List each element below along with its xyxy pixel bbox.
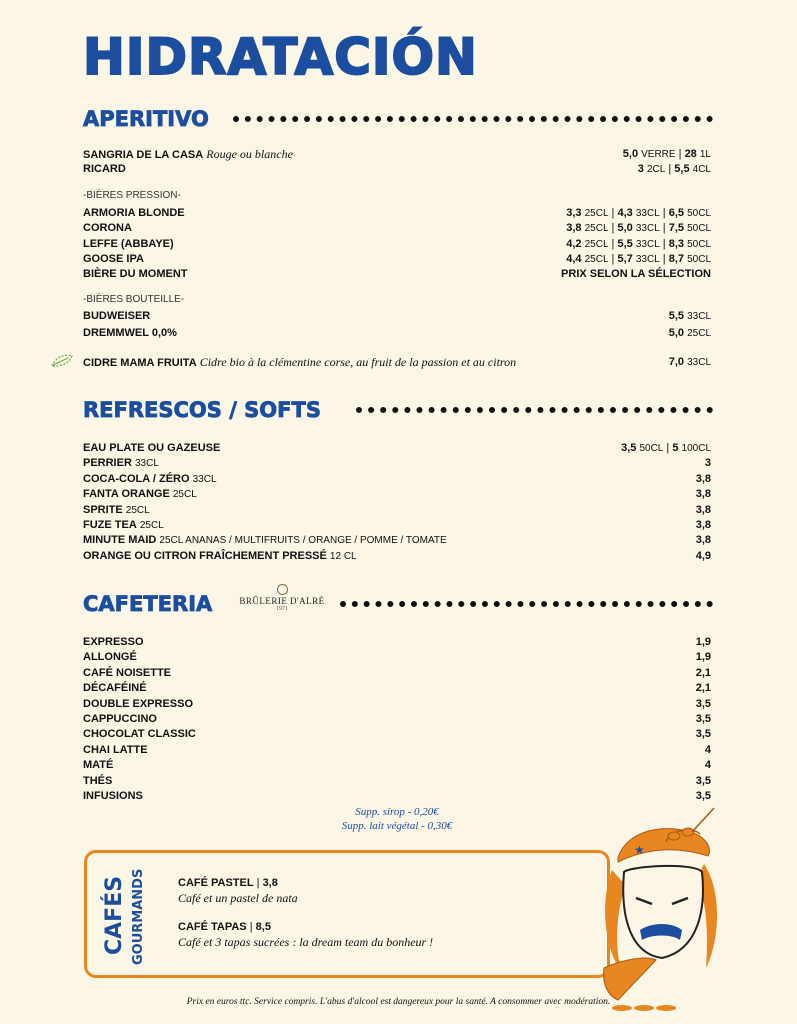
cafes-gourmands-box	[84, 850, 610, 978]
menu-item-beer: CORONA 3,8 25CL | 5,0 33CL | 7,5 50CL	[83, 222, 711, 234]
menu-item-soft: SPRITE 25CL 3,8	[83, 504, 711, 516]
gourmands-vertical-title: CAFÉS	[102, 875, 127, 955]
menu-item-coffee: EXPRESSO 1,9	[83, 636, 711, 648]
menu-item-coffee: CAPPUCCINO 3,5	[83, 713, 711, 725]
section-heading-refrescos: REFRESCOS / SOFTS	[83, 398, 321, 422]
menu-item-soft: ORANGE OU CITRON FRAÎCHEMENT PRESSÉ 12 CL 4,9	[83, 550, 711, 562]
menu-item-sangria: SANGRIA DE LA CASA Rouge ou blanche 5,0 VERRE | 28 1L	[83, 147, 711, 161]
gourmand-description: Café et 3 tapas sucrées : la dream team du bonheur !	[178, 935, 434, 949]
menu-item-soft: PERRIER 33CL 3	[83, 457, 711, 469]
sub-heading-pression: -BIÈRES PRESSION-	[83, 190, 181, 201]
mascot-illustration	[596, 800, 736, 1015]
menu-item-coffee: CAFÉ NOISETTE 2,1	[83, 667, 711, 679]
organic-leaf-icon	[50, 354, 74, 368]
menu-item-cidre: CIDRE MAMA FRUITA Cidre bio à la clémentine corse, au fruit de la passion et au citron 7,0 33CL	[83, 355, 711, 369]
menu-item-beer: LEFFE (ABBAYE) 4,2 25CL | 5,5 33CL | 8,3 50CL	[83, 238, 711, 250]
menu-item-coffee: CHOCOLAT CLASSIC 3,5	[83, 728, 711, 740]
supplement-plant-milk: Supp. lait végétal - 0,30€	[341, 820, 453, 832]
menu-item-coffee: ALLONGÉ 1,9	[83, 651, 711, 663]
sub-heading-bouteille: -BIÈRES BOUTEILLE-	[83, 294, 185, 305]
menu-item-coffee: MATÉ 4	[83, 759, 711, 771]
menu-item-soft: FANTA ORANGE 25CL 3,8	[83, 488, 711, 500]
menu-item-soft: MINUTE MAID 25CL ANANAS / MULTIFRUITS / ORANGE / POMME / TOMATE 3,8	[83, 534, 711, 546]
section-heading-aperitivo: APERITIVO	[83, 107, 209, 131]
menu-item-coffee: DÉCAFÉINÉ 2,1	[83, 682, 711, 694]
supplement-syrup: Supp. sirop - 0,20€	[355, 806, 439, 818]
brand-logo: BRÛLERIE D'ALRÉ 1971	[238, 584, 326, 612]
dotted-divider	[356, 407, 713, 413]
dotted-divider	[340, 601, 713, 607]
menu-item-eau: EAU PLATE OU GAZEUSE 3,5 50CL | 5 100CL	[83, 442, 711, 454]
menu-item-soft: COCA-COLA / ZÉRO 33CL 3,8	[83, 473, 711, 485]
menu-item-coffee: THÉS 3,5	[83, 775, 711, 787]
svg-text:★: ★	[634, 843, 645, 857]
page-title: HIDRATACIÓN	[83, 28, 478, 86]
menu-item-coffee: DOUBLE EXPRESSO 3,5	[83, 698, 711, 710]
menu-item-beer: ARMORIA BLONDE 3,3 25CL | 4,3 33CL | 6,5 50CL	[83, 207, 711, 219]
menu-item-soft: FUZE TEA 25CL 3,8	[83, 519, 711, 531]
menu-item-bottle: DREMMWEL 0,0% 5,0 25CL	[83, 327, 711, 339]
gourmands-vertical-subtitle: GOURMANDS	[131, 868, 146, 965]
menu-item-bottle: BUDWEISER 5,5 33CL	[83, 310, 711, 322]
gourmand-description: Café et un pastel de nata	[178, 891, 298, 905]
coffee-bean-icon	[277, 584, 288, 595]
menu-item-ricard: RICARD 3 2CL | 5,5 4CL	[83, 163, 711, 175]
menu-item-beer-moment: BIÈRE DU MOMENT PRIX SELON LA SÉLECTION	[83, 268, 711, 280]
footer-note: Prix en euros ttc. Service compris. L'abus d'alcool est dangereux pour la santé. A consommer avec modération.	[186, 997, 611, 1007]
menu-item-beer: GOOSE IPA 4,4 25CL | 5,7 33CL | 8,7 50CL	[83, 253, 711, 265]
menu-item-coffee: CHAI LATTE 4	[83, 744, 711, 756]
menu-item-coffee: INFUSIONS 3,5	[83, 790, 711, 802]
gourmand-item: CAFÉ PASTEL | 3,8	[178, 877, 278, 889]
section-heading-cafeteria: CAFETERIA	[83, 592, 213, 616]
dotted-divider	[233, 116, 713, 122]
gourmand-item: CAFÉ TAPAS | 8,5	[178, 921, 271, 933]
